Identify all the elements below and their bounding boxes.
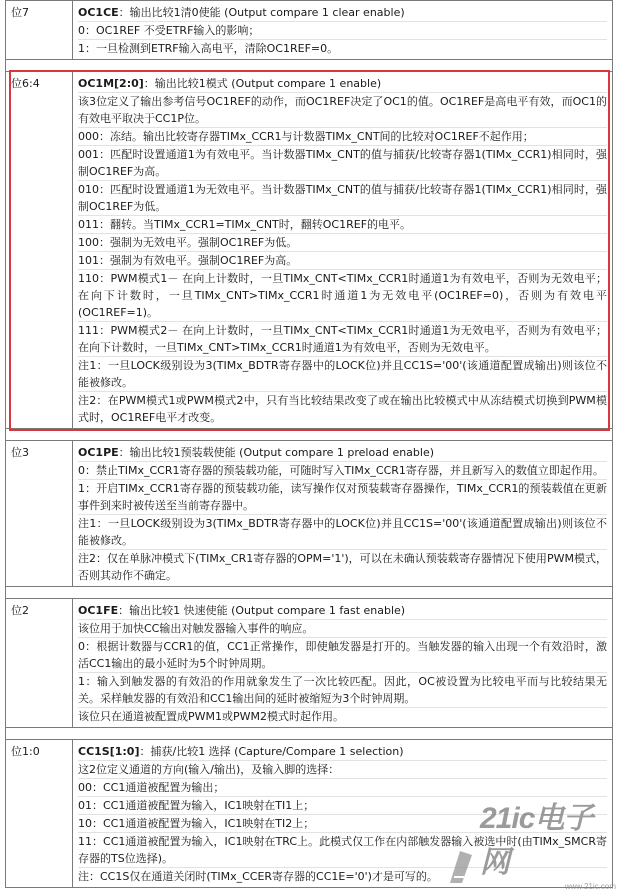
bit-position: 位2 xyxy=(6,599,73,728)
field-title xyxy=(78,743,607,761)
description-line: 111：PWM模式2－ 在向上计数时，一旦TIMx_CNT<TIMx_CCR1时通道1为无效电平，否则为有效电平；在向下计数时，一旦TIMx_CNT>TIMx_CCR1时通道1为有效电平，否则为无效电平。 xyxy=(78,322,607,357)
bit-position: 位6:4 xyxy=(6,72,73,429)
row-gap xyxy=(6,60,613,72)
description-line: 100：强制为无效电平。强制OC1REF为低。 xyxy=(78,234,607,252)
description-line: 该位用于加快CC输出对触发器输入事件的响应。 xyxy=(78,620,607,638)
row-gap xyxy=(6,429,613,441)
row-gap xyxy=(6,728,613,740)
bit-description xyxy=(73,1,613,60)
description-line: 10：CC1通道被配置为输入，IC1映射在TI2上； xyxy=(78,815,607,833)
description-line: 101：强制为有效电平。强制OC1REF为高。 xyxy=(78,252,607,270)
field-title xyxy=(78,444,607,462)
row-gap-cell xyxy=(6,587,613,599)
field-code: CC1S[1:0] xyxy=(78,745,140,758)
row-gap-cell xyxy=(6,60,613,72)
description-line: 11：CC1通道被配置为输入，IC1映射在TRC上。此模式仅工作在内部触发器输入被选中时(由TIMx_SMCR寄存器的TS位选择)。 xyxy=(78,833,607,868)
description-line: 注1：一旦LOCK级别设为3(TIMx_BDTR寄存器中的LOCK位)并且CC1S='00'(该通道配置成输出)则该位不能被修改。 xyxy=(78,357,607,392)
description-line: 注2：仅在单脉冲模式下(TIMx_CR1寄存器的OPM='1')，可以在未确认预装载寄存器情况下使用PWM模式，否则其动作不确定。 xyxy=(78,552,607,582)
field-code: OC1CE xyxy=(78,6,119,19)
register-bit-table xyxy=(5,0,613,888)
description-line: 01：CC1通道被配置为输入，IC1映射在TI1上； xyxy=(78,797,607,815)
field-title xyxy=(78,75,607,93)
field-title-text: ：输出比较1 快速使能 (Output compare 1 fast enable) xyxy=(118,604,406,617)
field-code: OC1PE xyxy=(78,446,119,459)
bit-description xyxy=(73,599,613,728)
field-title xyxy=(78,602,607,620)
row-gap xyxy=(6,587,613,599)
description-line: 这2位定义通道的方向(输入/输出)，及输入脚的选择： xyxy=(78,761,607,779)
bit-position: 位7 xyxy=(6,1,73,60)
description-line: 0：禁止TIMx_CCR1寄存器的预装载功能，可随时写入TIMx_CCR1寄存器，并且新写入的数值立即起作用。 xyxy=(78,462,607,480)
field-code: OC1M[2:0] xyxy=(78,77,144,90)
description-line: 注2：在PWM模式1或PWM模式2中，只有当比较结果改变了或在输出比较模式中从冻结模式切换到PWM模式时，OC1REF电平才改变。 xyxy=(78,394,607,424)
field-title-text: ：输出比较1模式 (Output compare 1 enable) xyxy=(143,77,382,90)
description-line: 该位只在通道被配置成PWM1或PWM2模式时起作用。 xyxy=(78,710,344,723)
watermark-logo-icon xyxy=(446,847,476,887)
bit-position: 位1:0 xyxy=(6,740,73,888)
description-line: 注：CC1S仅在通道关闭时(TIMx_CCER寄存器的CC1E='0')才是可写的。 xyxy=(78,870,438,883)
field-title xyxy=(78,4,607,22)
field-title-text: ：输出比较1预装载使能 (Output compare 1 preload enable) xyxy=(118,446,435,459)
register-description-document xyxy=(5,0,613,888)
bit-position: 位3 xyxy=(6,441,73,587)
field-code: OC1FE xyxy=(78,604,119,617)
register-row xyxy=(6,599,613,728)
watermark-url: www.21ic.com xyxy=(564,882,616,891)
description-line: 0：OC1REF 不受ETRF输入的影响； xyxy=(78,22,607,40)
description-line: 001：匹配时设置通道1为有效电平。当计数器TIMx_CNT的值与捕获/比较寄存器1(TIMx_CCR1)相同时，强制OC1REF为高。 xyxy=(78,146,607,181)
row-gap-cell xyxy=(6,728,613,740)
description-line: 1：输入到触发器的有效沿的作用就象发生了一次比较匹配。因此，OC被设置为比较电平而与比较结果无关。采样触发器的有效沿和CC1输出间的延时被缩短为3个时钟周期。 xyxy=(78,673,607,708)
bit-description xyxy=(73,441,613,587)
bit-description xyxy=(73,72,613,429)
description-line: 注1：一旦LOCK级别设为3(TIMx_BDTR寄存器中的LOCK位)并且CC1S='00'(该通道配置成输出)则该位不能被修改。 xyxy=(78,515,607,550)
description-line: 010：匹配时设置通道1为无效电平。当计数器TIMx_CNT的值与捕获/比较寄存器1(TIMx_CCR1)相同时，强制OC1REF为低。 xyxy=(78,181,607,216)
description-line: 011：翻转。当TIMx_CCR1=TIMx_CNT时，翻转OC1REF的电平。 xyxy=(78,216,607,234)
description-line: 00：CC1通道被配置为输出； xyxy=(78,779,607,797)
description-line: 1：一旦检测到ETRF输入高电平，清除OC1REF=0。 xyxy=(78,42,339,55)
description-line: 1：开启TIMx_CCR1寄存器的预装载功能，读写操作仅对预装载寄存器操作，TIMx_CCR1的预装载值在更新事件到来时被传送至当前寄存器中。 xyxy=(78,480,607,515)
row-gap-cell xyxy=(6,429,613,441)
description-line: 该3位定义了输出参考信号OC1REF的动作，而OC1REF决定了OC1的值。OC1REF是高电平有效，而OC1的有效电平取决于CC1P位。 xyxy=(78,93,607,128)
watermark-text: 21ic电子网 xyxy=(480,802,593,879)
field-title-text: ：捕获/比较1 选择 (Capture/Compare 1 selection) xyxy=(139,745,404,758)
description-line: 0：根据计数器与CCR1的值，CC1正常操作，即使触发器是打开的。当触发器的输入出现一个有效沿时，激活CC1输出的最小延时为5个时钟周期。 xyxy=(78,638,607,673)
field-title-text: ：输出比较1清0使能 (Output compare 1 clear enable) xyxy=(118,6,405,19)
description-line: 110：PWM模式1－ 在向上计数时，一旦TIMx_CNT<TIMx_CCR1时通道1为有效电平，否则为无效电平；在向下计数时，一旦TIMx_CNT>TIMx_CCR1时通道1为无效电平(OC1REF=0)，否则为有效电平(OC1REF=1)。 xyxy=(78,270,607,322)
description-line: 000：冻结。输出比较寄存器TIMx_CCR1与计数器TIMx_CNT间的比较对OC1REF不起作用； xyxy=(78,128,607,146)
register-row xyxy=(6,441,613,587)
register-row xyxy=(6,72,613,429)
site-watermark xyxy=(446,802,616,891)
register-row xyxy=(6,1,613,60)
